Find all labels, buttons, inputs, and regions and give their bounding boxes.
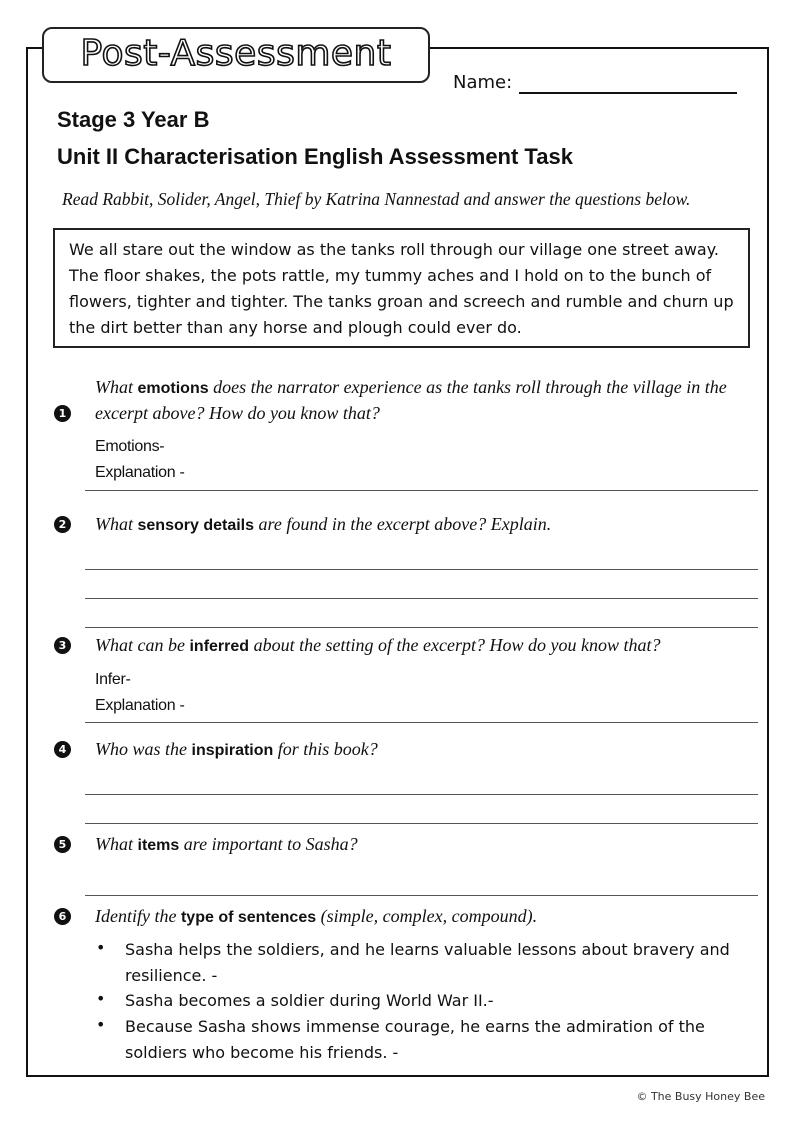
q-text: What xyxy=(95,834,138,854)
name-label: Name: xyxy=(453,72,513,93)
sentence-item-1: Sasha helps the soldiers, and he learns valuable lessons about bravery and resilience. - xyxy=(125,940,730,985)
answer-line[interactable] xyxy=(85,794,758,795)
q-text: What xyxy=(95,514,138,534)
infer-label: Infer- xyxy=(95,671,131,688)
excerpt-box: We all stare out the window as the tanks roll through our village one street away. The floor shakes, the pots rattle, my tummy aches and I hold on to the bunch of flowers, tighter and tighter. The tanks groan and screech and rumble and churn up the dirt better than any horse and plough could ever do. xyxy=(53,228,750,348)
unit-heading: Unit II Characterisation English Assessment Task xyxy=(57,144,573,169)
answer-line[interactable] xyxy=(85,490,758,491)
q-keyword: type of sentences xyxy=(180,909,317,926)
question-3 xyxy=(95,633,661,659)
question-number-6: 6 xyxy=(54,908,71,925)
q-keyword: inspiration xyxy=(191,742,274,759)
bullet-icon: • xyxy=(96,938,106,957)
q-keyword: emotions xyxy=(137,380,209,397)
question-6 xyxy=(95,904,537,930)
question-number-4: 4 xyxy=(54,741,71,758)
page-title: Post-Assessment xyxy=(80,33,392,74)
title-banner xyxy=(42,27,430,83)
answer-line[interactable] xyxy=(85,627,758,628)
q-keyword: sensory details xyxy=(137,517,254,534)
answer-line[interactable] xyxy=(85,722,758,723)
q-keyword: items xyxy=(137,837,180,854)
bullet-icon: • xyxy=(96,1015,106,1034)
q-text: are found in the excerpt above? Explain. xyxy=(254,514,552,534)
sentence-item-2: Sasha becomes a soldier during World War II.- xyxy=(125,991,494,1010)
q-text: for this book? xyxy=(273,739,378,759)
question-number-5: 5 xyxy=(54,836,71,853)
answer-line[interactable] xyxy=(85,823,758,824)
emotions-label: Emotions- xyxy=(95,438,165,455)
question-number-1: 1 xyxy=(54,405,71,422)
q-text: Identify the xyxy=(95,906,181,926)
explanation-label: Explanation - xyxy=(95,697,185,714)
copyright-footer: © The Busy Honey Bee xyxy=(636,1090,765,1103)
q-text: does the narrator experience as the tanks roll through the village in the excerpt above? How do you know that? xyxy=(95,377,727,423)
question-number-2: 2 xyxy=(54,516,71,533)
question-2 xyxy=(95,512,551,538)
name-field[interactable] xyxy=(519,92,737,94)
instructions: Read Rabbit, Solider, Angel, Thief by Katrina Nannestad and answer the questions below. xyxy=(62,189,691,209)
question-5 xyxy=(95,832,358,858)
answer-line[interactable] xyxy=(85,598,758,599)
q-text: Who was the xyxy=(95,739,192,759)
q-text: (simple, complex, compound). xyxy=(316,906,538,926)
q-text: are important to Sasha? xyxy=(179,834,358,854)
q-text: What xyxy=(95,377,138,397)
question-4 xyxy=(95,737,378,763)
explanation-label: Explanation - xyxy=(95,464,185,481)
stage-heading: Stage 3 Year B xyxy=(57,107,210,132)
question-1 xyxy=(95,375,755,425)
answer-line[interactable] xyxy=(85,895,758,896)
bullet-icon: • xyxy=(96,989,106,1008)
sentence-item-3: Because Sasha shows immense courage, he earns the admiration of the soldiers who become his friends. - xyxy=(125,1017,705,1062)
question-number-3: 3 xyxy=(54,637,71,654)
q-text: about the setting of the excerpt? How do you know that? xyxy=(249,635,661,655)
q-text: What can be xyxy=(95,635,190,655)
answer-line[interactable] xyxy=(85,569,758,570)
q-keyword: inferred xyxy=(189,638,250,655)
